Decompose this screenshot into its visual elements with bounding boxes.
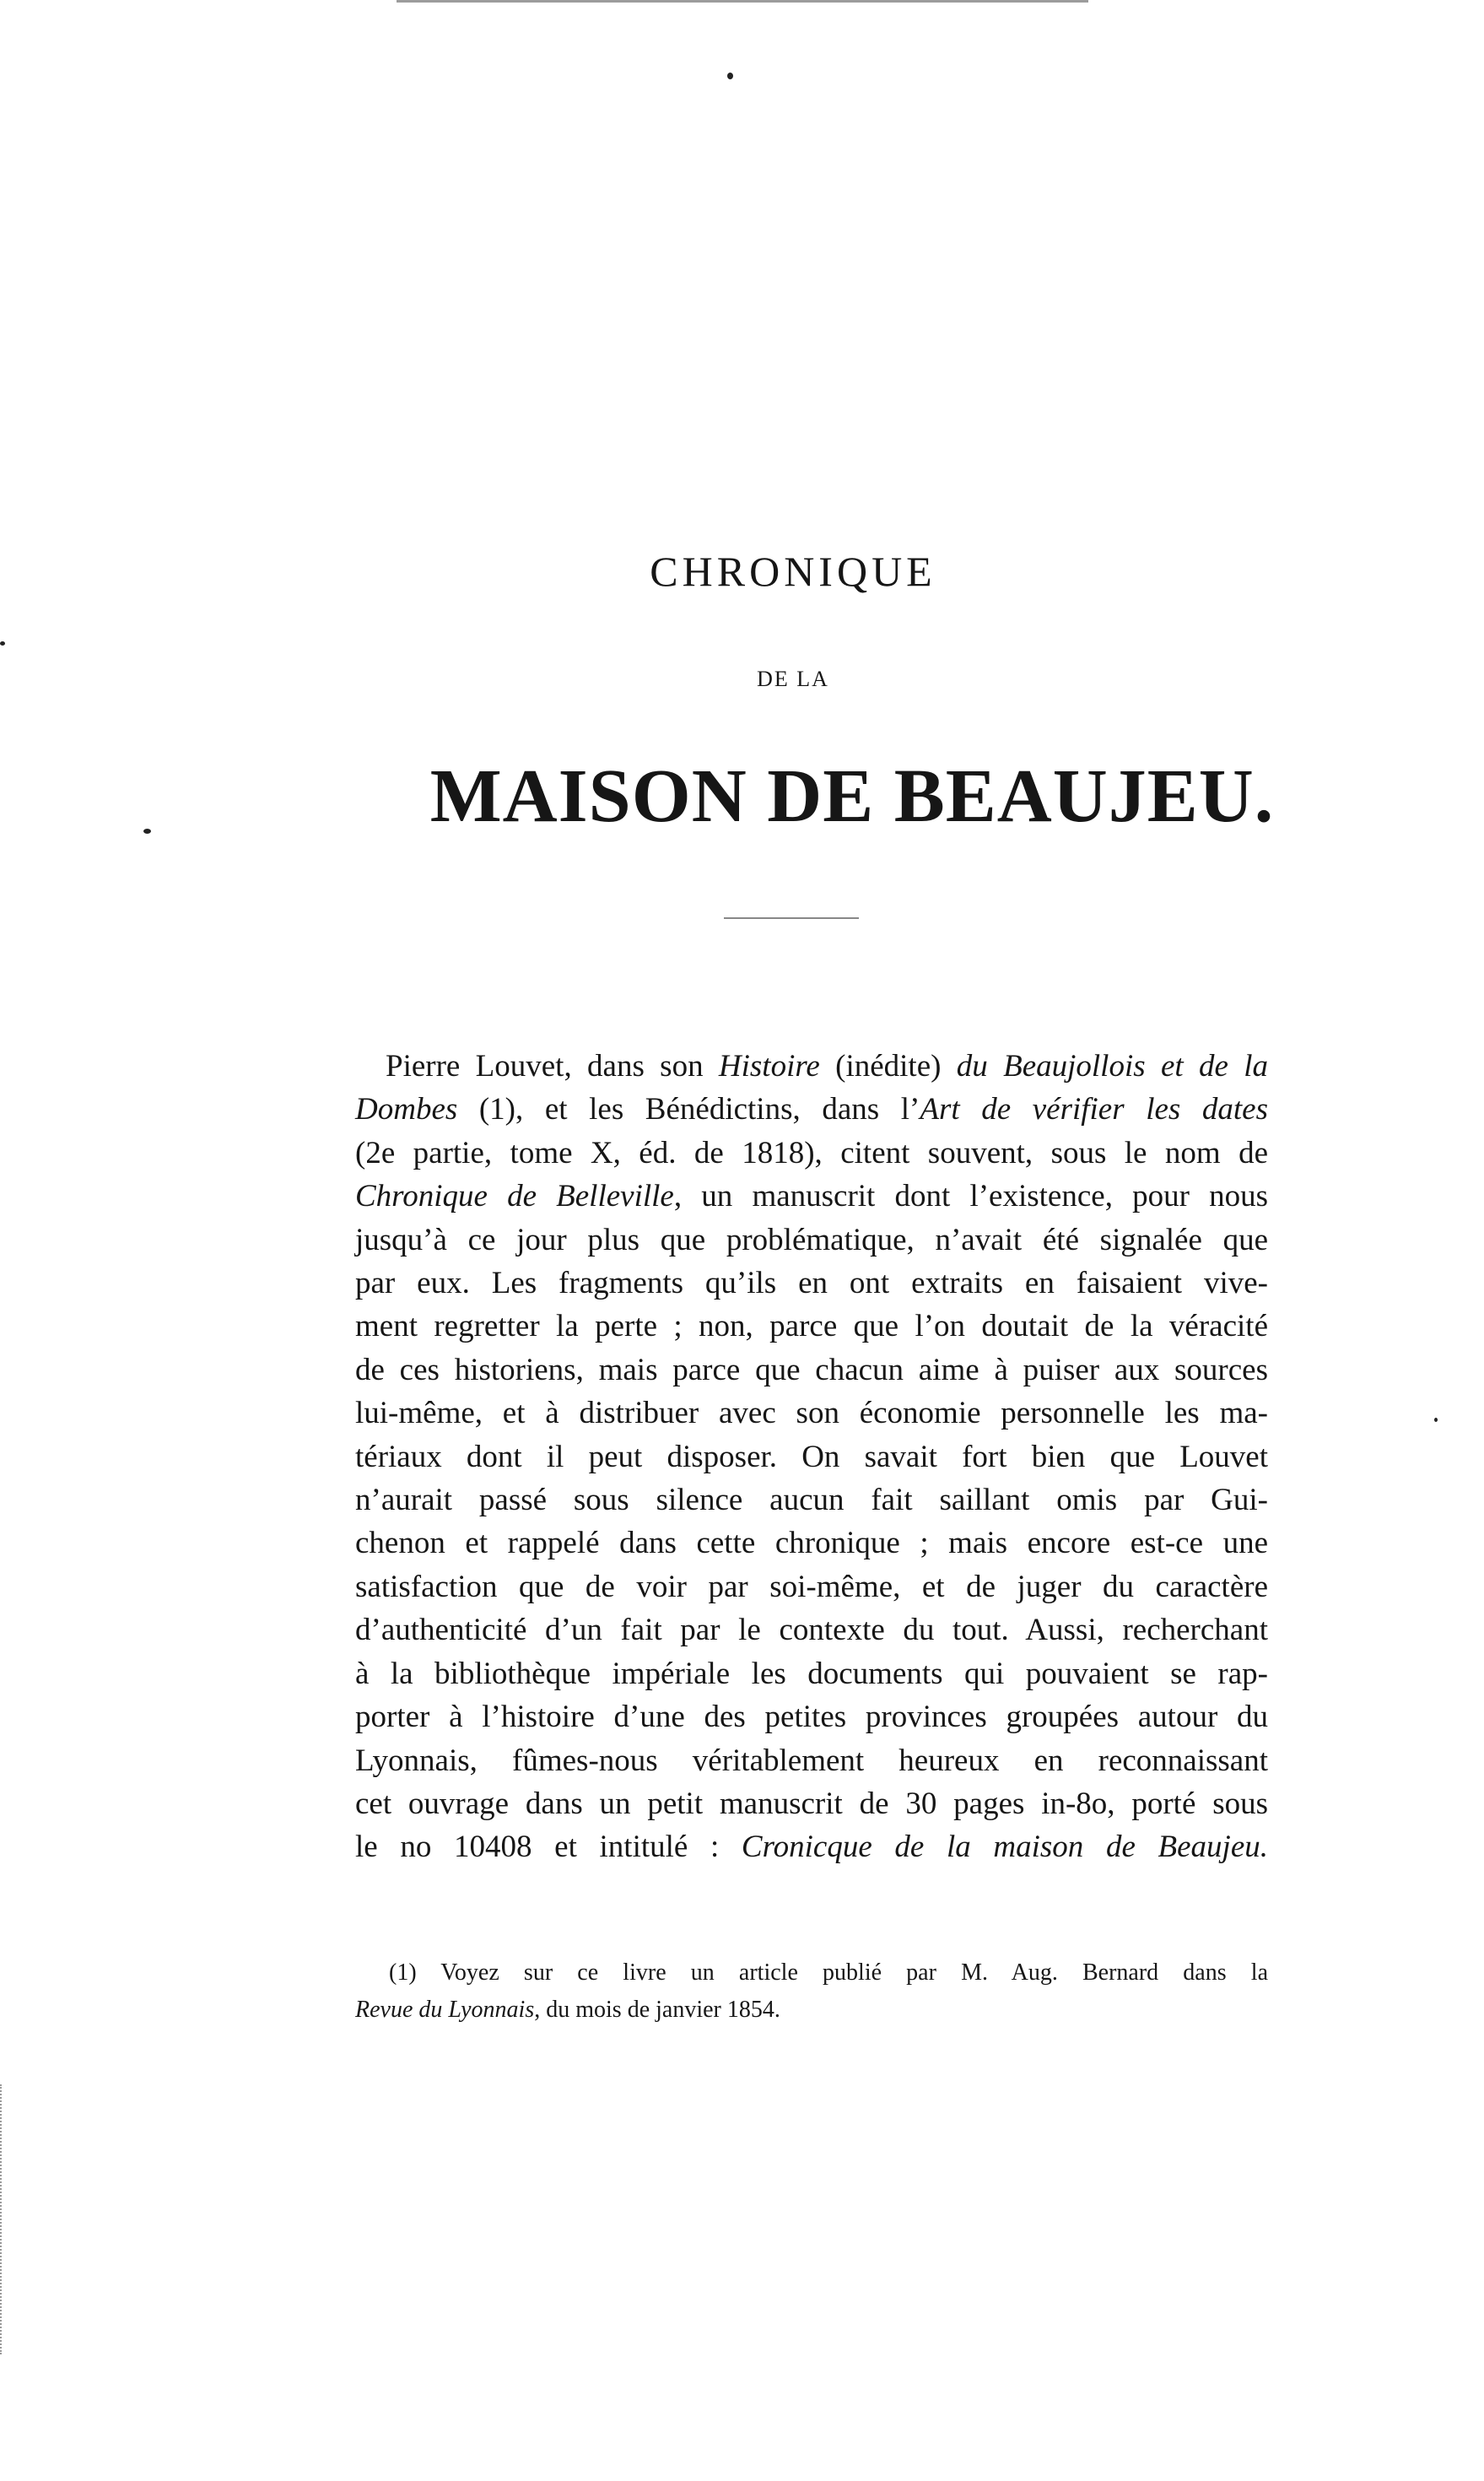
title-de-la: DE LA [757, 667, 829, 691]
body-line [355, 1522, 1268, 1565]
footnote-text: , du mois de janvier 1854. [534, 1997, 780, 2023]
body-line [355, 1608, 1268, 1651]
body-line [355, 1088, 1268, 1131]
title-maison-de-beaujeu: MAISON DE BEAUJEU. [429, 754, 1275, 838]
footnote-italic-text: Revue du Lyonnais [355, 1997, 535, 2023]
body-text: (2e partie, tome X, éd. de 1818), citent souvent, sous le nom de [355, 1135, 1268, 1170]
body-line [355, 1825, 1268, 1868]
body-text: Lyonnais, fûmes-nous véritablement heureux en reconnaissant [355, 1743, 1268, 1778]
body-italic-text: Chronique de Belleville [355, 1179, 674, 1214]
ink-speck [1434, 1418, 1438, 1422]
body-line [355, 1132, 1268, 1175]
body-text: ment regretter la perte ; non, parce que l’on doutait de la véracité [355, 1309, 1268, 1344]
body-line [355, 1782, 1268, 1825]
body-paragraph [355, 1045, 1268, 1869]
body-text: par eux. Les fragments qu’ils en ont extraits en faisaient vive- [355, 1266, 1268, 1301]
body-italic-text: Art de vérifier les dates [920, 1092, 1268, 1127]
left-margin-dots [0, 2084, 5, 2354]
body-italic-text: Histoire [718, 1049, 820, 1084]
body-text: jusqu’à ce jour plus que problématique, n’avait été signalée que [355, 1222, 1268, 1257]
body-line [355, 1392, 1268, 1435]
body-text: Pierre Louvet, dans son [386, 1049, 719, 1084]
body-text: (inédite) [819, 1049, 957, 1084]
footnote-line [355, 1954, 1268, 1992]
body-text: porter à l’histoire d’une des petites provinces groupées autour du [355, 1700, 1268, 1735]
body-text: cet ouvrage dans un petit manuscrit de 30 pages in-8o, porté sous [355, 1786, 1268, 1821]
body-line [355, 1262, 1268, 1305]
body-text: chenon et rappelé dans cette chronique ; mais encore est-ce une [355, 1526, 1268, 1561]
body-text: tériaux dont il peut disposer. On savait fort bien que Louvet [355, 1439, 1268, 1474]
body-line [355, 1652, 1268, 1695]
body-italic-text: du Beaujollois et de la [956, 1049, 1268, 1084]
top-edge-rule [397, 0, 1088, 3]
body-text: satisfaction que de voir par soi-même, et de juger du caractère [355, 1569, 1268, 1604]
body-line [355, 1695, 1268, 1738]
body-text: n’aurait passé sous silence aucun fait saillant omis par Gui- [355, 1483, 1268, 1518]
body-text: le no 10408 et intitulé : [355, 1830, 742, 1865]
ink-speck [727, 73, 733, 79]
body-line [355, 1478, 1268, 1522]
footnote-text: (1) Voyez sur ce livre un article publié par M. Aug. Bernard dans la [389, 1959, 1268, 1986]
body-line [355, 1435, 1268, 1478]
body-text: d’authenticité d’un fait par le contexte du tout. Aussi, recherchant [355, 1613, 1268, 1648]
body-line [355, 1305, 1268, 1348]
footnote-line [355, 1992, 1268, 2029]
body-line [355, 1349, 1268, 1392]
body-italic-text: Dombes [355, 1092, 458, 1127]
body-italic-text: Cronicque de la maison de Beaujeu. [741, 1830, 1269, 1865]
ink-speck [0, 641, 5, 646]
title-separator [724, 917, 859, 919]
body-line [355, 1175, 1268, 1218]
body-line [355, 1739, 1268, 1782]
body-line [355, 1045, 1268, 1088]
body-line [355, 1219, 1268, 1262]
body-text: , un manuscrit dont l’existence, pour nous [673, 1179, 1268, 1214]
footnote [355, 1954, 1268, 2029]
body-line [355, 1565, 1268, 1608]
body-text: de ces historiens, mais parce que chacun aime à puiser aux sources [355, 1352, 1268, 1387]
body-text: à la bibliothèque impériale les documents qui pouvaient se rap- [355, 1656, 1268, 1691]
body-text: lui-même, et à distribuer avec son économie personnelle les ma- [355, 1396, 1268, 1431]
body-text: (1), et les Bénédictins, dans l’ [457, 1092, 920, 1127]
title-chronique: CHRONIQUE [650, 548, 936, 595]
